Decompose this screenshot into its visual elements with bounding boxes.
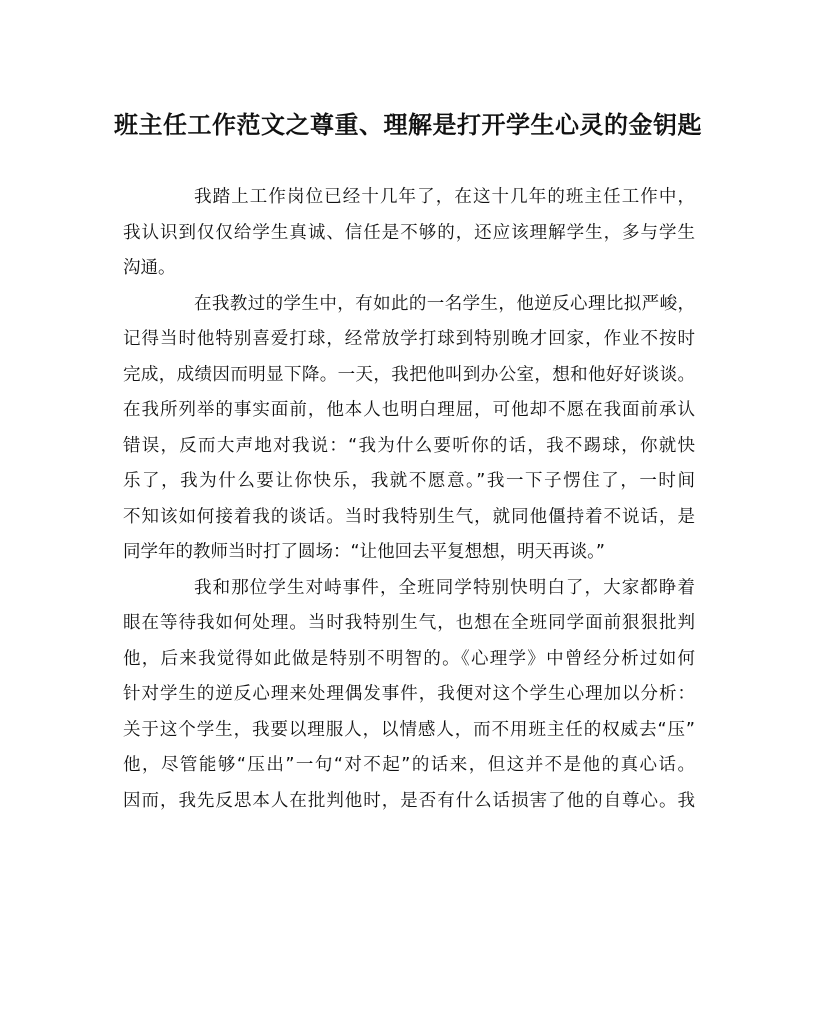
body-line: 我认识到仅仅给学生真诚、信任是不够的，还应该理解学生，多与学生 (123, 222, 695, 243)
document-title: 班主任工作范文之尊重、理解是打开学生心灵的金钥匙 (114, 110, 702, 139)
body-line: 我和那位学生对峙事件，全班同学特别快明白了，大家都睁着 (194, 577, 695, 598)
body-line: 同学年的教师当时打了圆场：“让他回去平复想想，明天再谈。” (123, 542, 605, 562)
body-line: 记得当时他特别喜爱打球，经常放学打球到特别晚才回家，作业不按时 (123, 329, 695, 349)
body-line: 他，尽管能够“压出”一句“对不起”的话来，但这并不是他的真心话。 (123, 755, 695, 775)
body-line: 在我所列举的事实面前，他本人也明白理屈，可他却不愿在我面前承认 (123, 400, 695, 420)
body-line: 乐了，我为什么要让你快乐，我就不愿意。”我一下子愣住了，一时间 (123, 471, 695, 491)
body-line: 因而，我先反思本人在批判他时，是否有什么话损害了他的自尊心。我 (123, 790, 695, 811)
body-line: 在我教过的学生中，有如此的一名学生，他逆反心理比拟严峻， (194, 293, 695, 314)
body-line: 沟通。 (123, 258, 176, 278)
body-line: 完成，成绩因而明显下降。一天，我把他叫到办公室，想和他好好谈谈。 (123, 364, 695, 385)
body-line: 错误，反而大声地对我说：“我为什么要听你的话，我不踢球，你就快 (123, 435, 695, 456)
body-line: 关于这个学生，我要以理服人，以情感人，而不用班主任的权威去“压” (123, 719, 695, 740)
document-body (123, 180, 695, 819)
body-line: 我踏上工作岗位已经十几年了，在这十几年的班主任工作中， (194, 187, 695, 207)
body-line: 眼在等待我如何处理。当时我特别生气，也想在全班同学面前狠狠批判 (123, 613, 695, 633)
body-line: 针对学生的逆反心理来处理偶发事件，我便对这个学生心理加以分析： (123, 684, 695, 704)
body-line: 他，后来我觉得如此做是特别不明智的。《心理学》中曾经分析过如何 (123, 648, 695, 669)
body-line: 不知该如何接着我的谈话。当时我特别生气，就同他僵持着不说话，是 (123, 506, 695, 527)
